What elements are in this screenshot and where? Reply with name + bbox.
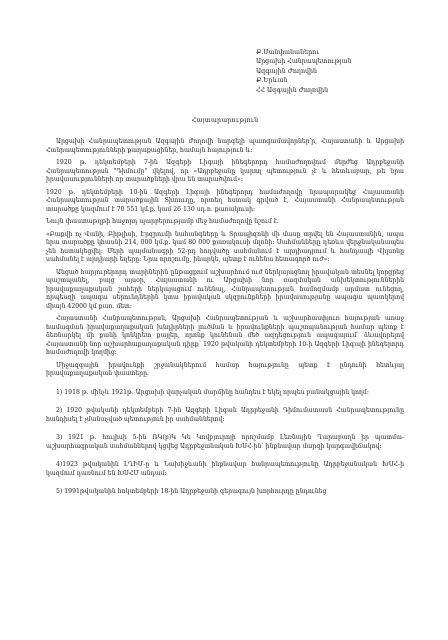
addressee-line: Ք.Սանփանաներու: [256, 49, 320, 56]
body-paragraph: Անցած հարյուրերորդ տարիներին ընթացքում աշխարհում ուժ ներկայացնող իրավական տեսնել կորցրեց պաշտպանել, բայց այսօր, Հայաստանի ու Արցախի նոր ռազմական անխեկտություններին իրավաքաղաքական շահերի ներկայացում ունենալ, Հանրապետության համոզմամբ արմատ ունեցող, որպեսզի ապագա սերունդներին կտա իրավական սկզբունքների իրավասությանը ապագա պատկերով միայն 42000 կմ քառ. մետ:: [46, 268, 404, 310]
body-paragraph: Արցախի Հանրապետության Ազգային Ժողովի նարգելի պատգամավորներ՛ր, Հայաստանի և Արցախի Հանրապետությունների քաղաքացիներ, համայն հայություն և:: [46, 138, 404, 154]
addressee-line: Ազգային Ժողովին: [256, 67, 318, 75]
body-paragraph: 1920 թ. դեկտեմբերի 10-ին Ազգերի Լիգայի ինեգերորդ համաժողովը նրապարակեց Հայաստանի Հանրապետության տարածքային Տիտուղը, որտեղ հստակ գրված է, Հայաստանի Հանրապետության տարածքը կազմում է 70 551 կմ.ք. կամ 26 130 սդ.ո. քառակուսի:: [46, 188, 404, 213]
addressee-line: ՀՀ Ազգային Ժողովին: [256, 86, 329, 94]
list-item: 5) 1991թվականին հոկտեմբերի 18-ին Ադրբեջանի գերագույն խորհուրդը ընդունեց: [56, 488, 327, 496]
list-item: 2) 1920 թվականի դեկտեմբերի 7-ին Ազգերի Լիգան Ադրբեջանի Դիմումատասն Հանրապետությունը հանդիսել է չմանաչված պետություն իր սահմաններով:: [46, 407, 404, 423]
list-item: 3) 1921 թ. հուլիսի 5-ին ՌԿ(բ)Կ Կե Կովբյուրոյի որոշմամբ Լեռնային Ղարաբաղն իր պատմա-աշխարհագրական սահմաններով կցվեց Ադրբեջանական ԽՍՀ-ին՝ ինքնավար մարզի կարգավիճակով:: [46, 434, 404, 450]
body-paragraph: Միջազգային իրավունքի շրջանակներում համար հայությունը պետք է ընդունի հետևյալ իրավաքաղաքական փաստերը.: [46, 361, 404, 378]
list-item: 1) 1918 թ. մինչև 1921թ. Արցախի վարչական մարմինը հանդես է եկել որպես բանակցային կողմ:: [56, 388, 369, 396]
addressee-line: Ք.Երևան: [256, 77, 288, 85]
list-item: 4)1923 թվականին ԼՂԻՄ-ը և Նախիջևանի ինքնավար հանրապետությունը Ադրբեջանական ԽՍՀ-ի կազմում դառնում են ԽՍՀՄ անդամ:: [46, 461, 404, 477]
body-paragraph: «Բաքվի ոչ Վանի, Բիթլիսի, Էրզրումի նահանգները և Տրապիզոնի մի մասը տրվել են Հայաստանին, ապա նրա տարածքը կհասնի 214, 000 կմ.ք. կամ 80 000 քառակուսի մղոնի: Սահմանները դեռևս վերջնականապես չեն հստակեցվել: Սերի պայմանագրի 52-րդ հոդվածը սահմանում է արդիադրում և հանդապի Վիլսոնը սահմանել է արդիարի եղերը: Նրա որոշումը, ինարկե, պետք է ունենա հետագործ ուժ»:: [46, 230, 404, 264]
document-title: Հայտարարություն: [191, 117, 259, 125]
body-paragraph: 1920 թ. դեկտեմբերի 7-ին Ազգերի Լիգայի ինեգերորդ համաժողովում մերժեց Ադրբեջանի Հանրապետության "Դիմումը" վկելով, որ «Ադրբեջանը կարող պետություն չէ և հետևաբար, թե նրա իրավասությունների որ տարածքների վրա են տարածվում»:: [46, 159, 404, 184]
document-body: [46, 138, 404, 497]
body-paragraph: Նույն փաստաթղթի հաջորդ պարբերությամբ մեջ համաժողովը նշում է.: [46, 218, 279, 226]
addressee-block: [256, 48, 404, 95]
addressee-line: Արցախի Հանրապետության: [256, 58, 352, 66]
body-paragraph: Հայաստանի Հանրապետության, Արցախի Հանրապետության և աշխարհասփյուռ հայության առաջ համագման իրավաքաղաքական խնդիրների լուծման և իրավունքների պաշտպանության համար պետք է ձեռնարկել մի քանի կոնկրետ քայլեր, որոնք կունենան մեծ ազդեցություն ապագայում՝ ձևավորելով Հայաստանի նոր աշխարհաքաղաքական դիրք՝ 1920 թվականի դեկտեմբերի 10-ի Ազգերի Լիգայի ինեգերորդ համաժողովի կողմից:: [46, 315, 404, 357]
